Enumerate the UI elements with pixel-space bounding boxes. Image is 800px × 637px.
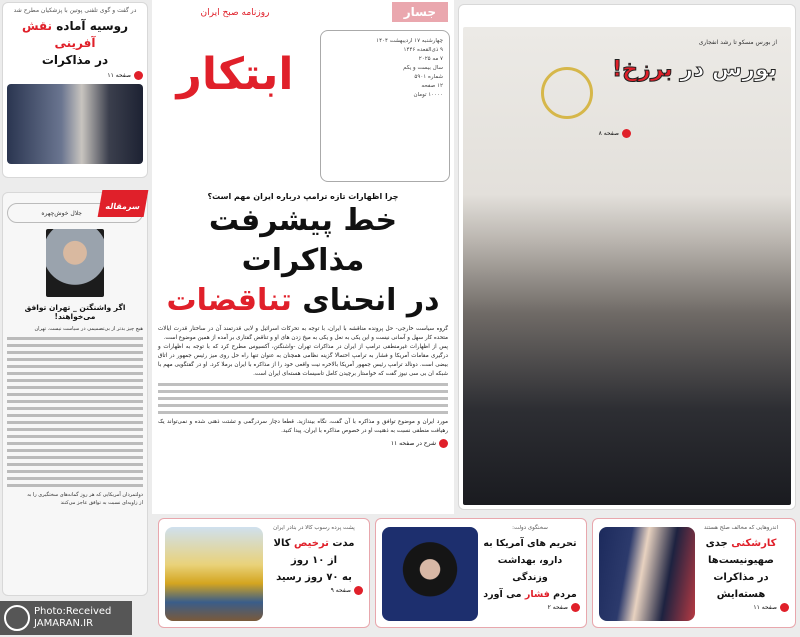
kicker: اندروهایی که مخالف صلح هستند xyxy=(703,525,779,531)
editorial[interactable] xyxy=(2,192,148,596)
headline-line: دارو، بهداشت وزندگی xyxy=(497,555,563,583)
kicker: سخنگوی دولت: xyxy=(512,525,548,531)
headline-part: در مذاکرات xyxy=(41,53,109,67)
page-dot-icon xyxy=(439,439,448,448)
author-photo xyxy=(46,229,104,297)
page-ref[interactable] xyxy=(693,603,789,612)
page-dot-icon xyxy=(134,71,143,80)
page-ref-label: صفحه ۲ xyxy=(547,604,568,611)
leaders-photo xyxy=(7,84,143,164)
main-body xyxy=(158,325,448,436)
body-line: هیچ چیز بدتر از بی‌تصمیمی در سیاست نیست. تهران xyxy=(34,326,143,332)
page-ref[interactable] xyxy=(480,603,580,612)
headline xyxy=(265,535,363,586)
headline-part: کالا xyxy=(273,538,295,549)
paragraph: مورد ایران و موضوع توافق و مذاکره با آن گفت، نگاه بیندازید. قطعا دچار سردرگمی و تشتت ذهنی شده و نمی‌تواند یک رهیافت منطقی نسبت به ذهنیت او در خصوص مذاکره با ایران، پیدا کنید. xyxy=(158,419,448,434)
logo: ابتکار xyxy=(176,49,294,100)
bottom-story-sanctions[interactable] xyxy=(375,518,587,628)
paragraph: پس از اظهارات غیرمنطقی ترامپ از ایران در مذاکرات تهران -واشنگتن، آکسیوس مطرح کرد که با توجه به اظهارات و درگیری مقامات آمریکا و فشار به ترامپ احتمالا گزینه نظامی همچنان به عنوان تنها راه حل روی میز رئیس جمهور در اتاق بیضی است. دونالد ترامپ رئیس جمهور آمریکا بالاخره نیت واقعی خود را از مذاکره با ایران برملا کرد. او در گفتگویی مهم با شبکه ان بی سی نیوز گفت که خواستار برچیدن کامل تاسیسات هسته‌ای ایران است. xyxy=(158,344,448,377)
date-line: شماره ۵۹۰۱ xyxy=(414,74,443,80)
main-kicker: چرا اظهارات تازه ترامپ درباره ایران مهم است؟ xyxy=(207,192,399,201)
author-name: جلال خوش‌چهره xyxy=(41,210,82,217)
page-ref[interactable] xyxy=(265,586,363,595)
continued-ref[interactable] xyxy=(158,439,448,448)
headline-line: از ۱۰ روز xyxy=(290,555,338,566)
headline-highlight: فشار xyxy=(524,589,550,600)
watermark-line: JAMARAN.IR xyxy=(34,618,94,629)
main-headline xyxy=(158,201,448,321)
page-dot-icon xyxy=(780,603,789,612)
date-box xyxy=(320,30,450,182)
leaders-photo xyxy=(599,527,695,621)
feature-headline xyxy=(612,57,777,82)
body-line: از زاویه‌ای نسبت به توافق عاجز می‌کنند xyxy=(60,500,143,506)
headline-highlight: ترخیص xyxy=(294,538,329,549)
watermark xyxy=(0,601,132,635)
date-line: ۹ ذی‌القعده ۱۴۴۶ xyxy=(403,47,443,53)
main-story[interactable] xyxy=(152,188,454,514)
headline-part: مدت xyxy=(328,538,355,549)
date-line: ۷ مه ۲۰۲۵ xyxy=(418,56,443,62)
port-cranes-photo xyxy=(165,527,263,621)
headline-highlight: تناقضات xyxy=(166,283,292,318)
editorial-title: اگر واشنگتن _ تهران توافق می‌خواهند! xyxy=(24,303,126,321)
headline-part: می آورد xyxy=(483,589,525,600)
continued-label: شرح در صفحه ۱۱ xyxy=(390,440,436,447)
headline-highlight: کارشکنی xyxy=(731,538,777,549)
bottom-story-israel[interactable] xyxy=(592,518,796,628)
headline-part: بورس در xyxy=(672,57,777,82)
headline-line: خط پیشرفت مذاکرات xyxy=(208,203,398,278)
headline-part: در انحنای xyxy=(291,283,440,318)
headline-highlight: نقش آفرینی xyxy=(21,19,96,50)
headline-part: روسیه آماده xyxy=(52,19,129,33)
feature-story[interactable] xyxy=(458,4,796,510)
kicker: در گفت و گوی تلفنی پوتین با پزشکیان مطرح شد xyxy=(13,7,137,14)
stock-exchange-photo xyxy=(463,27,791,505)
watermark-line: Photo:Received xyxy=(34,606,112,617)
author-pill xyxy=(7,203,143,223)
section-tab: جسار xyxy=(392,2,448,22)
paragraph: گروه سیاست خارجی- حل پرونده مناقشه با ایران، با توجه به تحرکات اسرائیل و لابی قدرتمند آن در ساختار قدرت ایالات متحده کار سهل و آسانی نیست و این یکی به نعل و یکی به میخ زدن های او و تناقض گفتاری بر آمده از همین موضوع است. xyxy=(158,326,448,341)
page-ref-label: صفحه ۸ xyxy=(598,130,619,137)
date-line: چهارشنبه ۱۷ اردیبهشت ۱۴۰۴ xyxy=(376,38,443,44)
page-ref[interactable] xyxy=(599,129,631,138)
date-line: سال بیست و یکم xyxy=(403,65,443,71)
editorial-body xyxy=(7,325,143,507)
headline xyxy=(480,535,580,603)
headline xyxy=(7,18,143,69)
headline-part: جدی xyxy=(705,538,732,549)
headline-line: در مذاکرات هسته‌ایش xyxy=(713,572,769,600)
headline xyxy=(693,535,789,603)
page-dot-icon xyxy=(354,586,363,595)
page-ref-label: صفحه ۱۱ xyxy=(753,604,777,611)
top-left-story[interactable] xyxy=(2,2,148,178)
headline-part: مردم xyxy=(549,589,577,600)
headline-line: به ۷۰ روز رسید xyxy=(276,572,352,583)
masthead xyxy=(152,0,454,188)
page-ref[interactable] xyxy=(7,71,143,80)
date-line: ۱۲ صفحه xyxy=(421,83,443,89)
page-dot-icon xyxy=(571,603,580,612)
kicker: پشت پرده رسوب کالا در بنادر ایران xyxy=(273,525,355,531)
editorial-badge: سرمقاله xyxy=(97,190,148,217)
date-line: ۱۰۰۰۰ تومان xyxy=(413,92,443,98)
headline-highlight: برزخ! xyxy=(612,57,673,82)
headline-line: صهیونیست‌ها xyxy=(708,555,774,566)
bottom-story-ports[interactable] xyxy=(158,518,370,628)
page-ref-label: صفحه ۱۱ xyxy=(107,72,131,79)
feature-kicker: از بورس مسکو تا رشد انفجاری xyxy=(698,39,777,46)
page-dot-icon xyxy=(622,129,631,138)
headline-line: تحریم های آمریکا به xyxy=(483,538,577,549)
emblem-icon xyxy=(541,67,593,119)
tagline: روزنامه صبح ایران xyxy=(200,8,270,18)
page-ref-label: صفحه ۹ xyxy=(330,587,351,594)
jamaran-logo-icon xyxy=(4,605,30,631)
spokeswoman-photo xyxy=(382,527,478,621)
body-line: دولتمردان آمریکایی که هر روز گمانه‌های سختگیری را به xyxy=(27,492,143,498)
